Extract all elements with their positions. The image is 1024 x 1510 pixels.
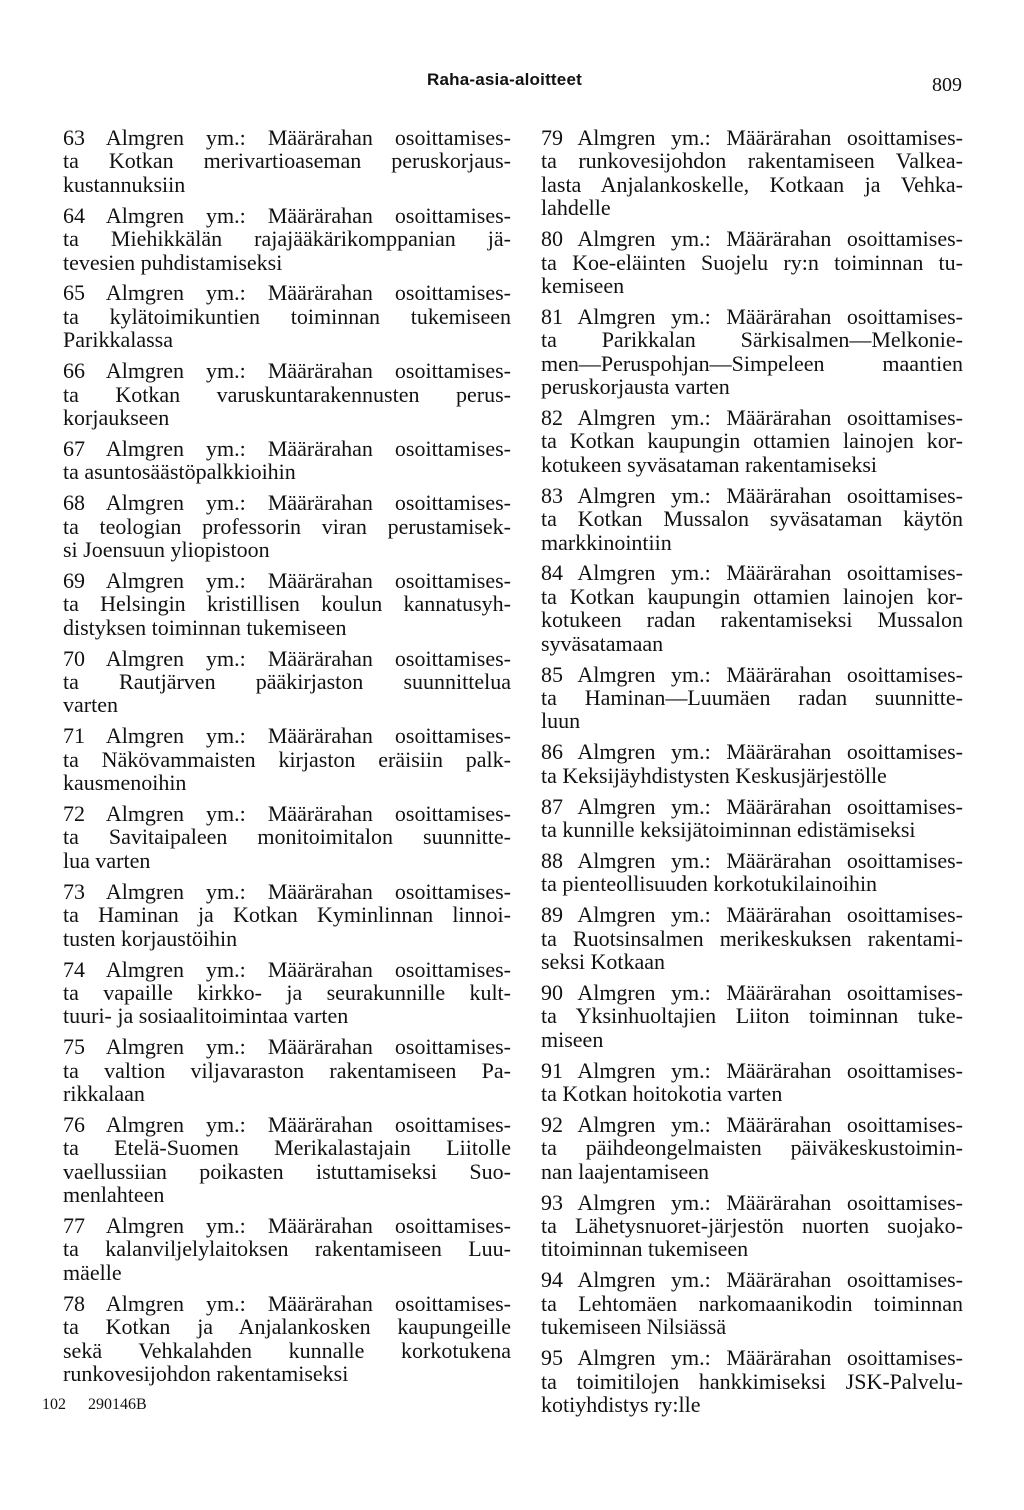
motion-entry	[63, 880, 511, 950]
entry-line: syväsatamaan	[541, 630, 664, 656]
motion-entry	[63, 1035, 511, 1105]
entry-line: seksi Kotkaan	[541, 949, 666, 974]
entry-line: nan laajentamiseen	[541, 1158, 709, 1184]
entry-line: vaellussiian poikasten istuttamiseksi Suo-	[63, 1158, 511, 1184]
motion-entry	[63, 491, 511, 561]
motion-entry	[63, 1113, 511, 1207]
entry-line: ta runkovesijohdon rakentamiseen Valkea-	[541, 148, 963, 174]
motion-entry	[541, 1059, 963, 1106]
motion-entry	[541, 663, 963, 733]
entry-line: 94 Almgren ym.: Määrärahan osoittamises-	[541, 1267, 963, 1293]
entry-line: menlahteen	[63, 1182, 165, 1208]
entry-line: ta Yksinhuoltajien Liiton toiminnan tuke-	[541, 1003, 963, 1029]
entry-line: sekä Vehkalahden kunnalle korkotukena	[63, 1337, 511, 1363]
entry-line: lua varten	[63, 847, 151, 873]
entry-line: ta teologian professorin viran perustamisek-	[63, 513, 511, 539]
motion-entry	[63, 647, 511, 717]
entry-line: tukemiseen Nilsiässä	[541, 1314, 727, 1340]
entry-line: ta Näkövammaisten kirjaston eräisiin palk-	[63, 746, 511, 772]
entry-line: Parikkalassa	[63, 327, 173, 353]
entry-line: 64 Almgren ym.: Määrärahan osoittamises-	[63, 202, 511, 228]
entry-line: ta pienteollisuuden korkotukilainoihin	[541, 871, 878, 897]
left-column	[63, 126, 511, 1385]
page-number: 809	[932, 74, 962, 96]
entry-line: rikkalaan	[63, 1081, 145, 1107]
motion-entry	[541, 227, 963, 297]
motion-entry	[63, 724, 511, 794]
entry-line: ta toimitilojen hankkimiseksi JSK-Palvelu-	[541, 1368, 963, 1394]
entry-line: ta Rautjärven pääkirjaston suunnittelua	[63, 669, 511, 695]
entry-line: 77 Almgren ym.: Määrärahan osoittamises-	[63, 1213, 511, 1239]
entry-line: lahdelle	[541, 195, 611, 221]
motion-entry	[541, 1346, 963, 1416]
footer-print-code: 290146B	[88, 1396, 147, 1413]
entry-line: ta Koe-eläinten Suojelu ry:n toiminnan tu-	[541, 249, 963, 275]
entry-line: distyksen toiminnan tukemiseen	[63, 614, 347, 640]
entry-line: 75 Almgren ym.: Määrärahan osoittamises-	[63, 1034, 511, 1060]
entry-line: 85 Almgren ym.: Määrärahan osoittamises-	[541, 661, 963, 687]
motion-entry	[541, 740, 963, 787]
entry-line: 76 Almgren ym.: Määrärahan osoittamises-	[63, 1111, 511, 1137]
entry-line: 93 Almgren ym.: Määrärahan osoittamises-	[541, 1189, 963, 1215]
entry-line: korjaukseen	[63, 404, 170, 430]
entry-line: ta Miehikkälän rajajääkärikomppanian jä-	[63, 226, 511, 252]
entry-line: kotiyhdistys ry:lle	[541, 1391, 701, 1417]
entry-line: ta vapaille kirkko- ja seurakunnille kult-	[63, 979, 511, 1005]
entry-line: ta kunnille keksijätoiminnan edistämiseksi	[541, 816, 916, 842]
motion-entry	[541, 1268, 963, 1338]
entry-line: 68 Almgren ym.: Määrärahan osoittamises-	[63, 490, 511, 516]
entry-line: 74 Almgren ym.: Määrärahan osoittamises-	[63, 956, 511, 982]
running-title: Raha-asia-aloitteet	[427, 70, 582, 89]
entry-line: 72 Almgren ym.: Määrärahan osoittamises-	[63, 801, 511, 827]
entry-line: ta Etelä-Suomen Merikalastajain Liitolle	[63, 1135, 511, 1161]
entry-line: 71 Almgren ym.: Määrärahan osoittamises-	[63, 723, 511, 749]
entry-line: 66 Almgren ym.: Määrärahan osoittamises-	[63, 358, 511, 384]
motion-entry	[541, 1191, 963, 1261]
entry-line: ta Kotkan Mussalon syväsataman käytön	[541, 506, 963, 532]
entry-line: ta Keksijäyhdistysten Keskusjärjestölle	[541, 762, 887, 788]
entry-line: ta Parikkalan Särkisalmen—Melkonie-	[541, 327, 963, 353]
motion-entry	[63, 204, 511, 274]
entry-line: tusten korjaustöihin	[63, 925, 238, 951]
entry-line: tuuri- ja sosiaalitoimintaa varten	[63, 1003, 349, 1029]
footer-sheet-number: 102	[42, 1396, 66, 1413]
entry-line: luun	[541, 708, 581, 734]
entry-line: 80 Almgren ym.: Määrärahan osoittamises-	[541, 226, 963, 252]
motion-entry	[541, 484, 963, 554]
entry-line: ta Lähetysnuoret-järjestön nuorten suojako-	[541, 1213, 963, 1239]
entry-line: ta Kotkan ja Anjalankosken kaupungeille	[63, 1314, 511, 1340]
motion-entry	[541, 981, 963, 1051]
entry-line: 88 Almgren ym.: Määrärahan osoittamises-	[541, 847, 963, 873]
entry-line: kemiseen	[541, 272, 625, 298]
entry-line: kotukeen syväsataman rakentamiseksi	[541, 451, 878, 477]
right-column	[541, 126, 963, 1416]
entry-line: ta Savitaipaleen monitoimitalon suunnitte-	[63, 824, 511, 850]
motion-entry	[541, 849, 963, 896]
entry-line: varten	[63, 692, 118, 718]
motion-entry	[63, 1214, 511, 1284]
entry-line: si Joensuun yliopistoon	[63, 537, 270, 562]
entry-line: ta Kotkan varuskuntarakennusten perus-	[63, 381, 511, 407]
entry-line: 83 Almgren ym.: Määrärahan osoittamises-	[541, 482, 963, 508]
motion-entry	[63, 569, 511, 639]
motion-entry	[541, 406, 963, 476]
entry-line: ta Kotkan merivartioaseman peruskorjaus-	[63, 148, 511, 174]
entry-line: ta Kotkan kaupungin ottamien lainojen kor-	[541, 583, 963, 609]
entry-line: ta Haminan ja Kotkan Kyminlinnan linnoi-	[63, 902, 511, 928]
motion-entry	[63, 802, 511, 872]
motion-entry	[63, 437, 511, 484]
motion-entry	[541, 1113, 963, 1183]
entry-line: 65 Almgren ym.: Määrärahan osoittamises-	[63, 280, 511, 306]
entry-line: miseen	[541, 1026, 604, 1052]
entry-line: ta kalanviljelylaitoksen rakentamiseen Luu-	[63, 1236, 511, 1262]
motion-entry	[541, 795, 963, 842]
entry-line: ta kylätoimikuntien toiminnan tukemiseen	[63, 303, 511, 329]
entry-line: ta Haminan—Luumäen radan suunnitte-	[541, 684, 963, 710]
entry-line: 95 Almgren ym.: Määrärahan osoittamises-	[541, 1345, 963, 1371]
entry-line: 69 Almgren ym.: Määrärahan osoittamises-	[63, 567, 511, 593]
entry-line: 81 Almgren ym.: Määrärahan osoittamises-	[541, 303, 963, 329]
motion-entry	[63, 126, 511, 196]
entry-line: ta asuntosäästöpalkkioihin	[63, 459, 296, 485]
entry-line: ta päihdeongelmaisten päiväkeskustoimin-	[541, 1135, 963, 1161]
entry-line: ta Kotkan hoitokotia varten	[541, 1081, 783, 1107]
entry-line: 89 Almgren ym.: Määrärahan osoittamises-	[541, 902, 963, 928]
entry-line: peruskorjausta varten	[541, 374, 730, 400]
entry-line: ta valtion viljavaraston rakentamiseen Pa-	[63, 1057, 511, 1083]
entry-line: kustannuksiin	[63, 171, 186, 197]
motion-entry	[63, 1292, 511, 1386]
entry-line: 63 Almgren ym.: Määrärahan osoittamises-	[63, 125, 511, 150]
entry-line: ta Ruotsinsalmen merikeskuksen rakentami-	[541, 925, 963, 951]
motion-entry	[541, 305, 963, 399]
entry-line: 79 Almgren ym.: Määrärahan osoittamises-	[541, 125, 963, 150]
entry-line: men—Peruspohjan—Simpeleen maantien	[541, 350, 963, 376]
motion-entry	[541, 126, 963, 220]
motion-entry	[63, 958, 511, 1028]
entry-line: runkovesijohdon rakentamiseksi	[63, 1361, 349, 1386]
entry-line: 87 Almgren ym.: Määrärahan osoittamises-	[541, 793, 963, 819]
entry-line: 92 Almgren ym.: Määrärahan osoittamises-	[541, 1111, 963, 1137]
motion-entry	[541, 561, 963, 655]
entry-line: titoiminnan tukemiseen	[541, 1236, 749, 1262]
entry-line: 70 Almgren ym.: Määrärahan osoittamises-	[63, 645, 511, 671]
motion-entry	[63, 359, 511, 429]
entry-line: 90 Almgren ym.: Määrärahan osoittamises-	[541, 979, 963, 1005]
entry-line: 78 Almgren ym.: Määrärahan osoittamises-	[63, 1290, 511, 1316]
entry-line: markkinointiin	[541, 529, 672, 555]
entry-line: ta Kotkan kaupungin ottamien lainojen kor-	[541, 428, 963, 454]
entry-line: 91 Almgren ym.: Määrärahan osoittamises-	[541, 1057, 963, 1083]
entry-line: lasta Anjalankoskelle, Kotkaan ja Vehka-	[541, 171, 963, 197]
entry-line: 82 Almgren ym.: Määrärahan osoittamises-	[541, 404, 963, 430]
entry-line: tevesien puhdistamiseksi	[63, 249, 283, 275]
page-footer	[42, 1396, 147, 1414]
motion-entry	[63, 281, 511, 351]
entry-line: 67 Almgren ym.: Määrärahan osoittamises-	[63, 435, 511, 461]
entry-line: 86 Almgren ym.: Määrärahan osoittamises-	[541, 739, 963, 765]
motion-entry	[541, 903, 963, 973]
entry-line: 73 Almgren ym.: Määrärahan osoittamises-	[63, 878, 511, 904]
entry-line: mäelle	[63, 1259, 122, 1285]
entry-line: kausmenoihin	[63, 770, 187, 796]
entry-line: 84 Almgren ym.: Määrärahan osoittamises-	[541, 560, 963, 586]
entry-line: ta Lehtomäen narkomaanikodin toiminnan	[541, 1290, 963, 1316]
entry-line: ta Helsingin kristillisen koulun kannatusyh-	[63, 591, 511, 617]
entry-line: kotukeen radan rakentamiseksi Mussalon	[541, 607, 963, 633]
